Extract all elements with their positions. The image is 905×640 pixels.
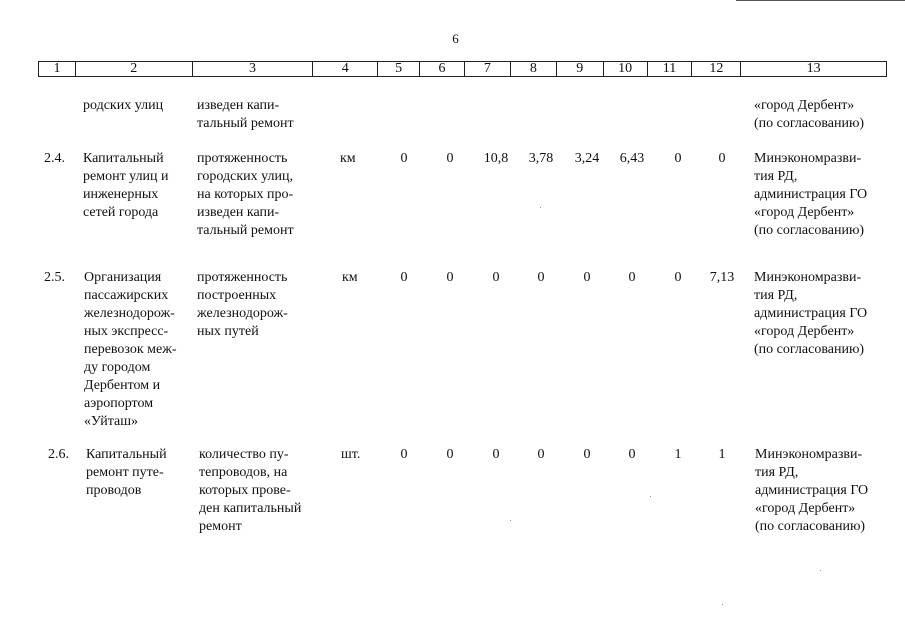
row-name-line: ных экспресс- bbox=[84, 324, 169, 339]
scan-speck bbox=[510, 520, 511, 521]
row-value: 0 bbox=[537, 447, 545, 462]
continued-name-line: родских улиц bbox=[83, 98, 164, 113]
header-col-9: 9 bbox=[556, 62, 603, 76]
row-indicator-line: тепроводов, на bbox=[199, 465, 288, 480]
row-responsible-line: «город Дербент» bbox=[754, 205, 855, 220]
row-responsible-line: администрация ГО bbox=[754, 306, 868, 321]
row-value: 1 bbox=[674, 447, 682, 462]
header-col-13: 13 bbox=[740, 62, 886, 76]
row-indicator-line: на которых про- bbox=[197, 187, 294, 202]
row-indicator-line: ремонт bbox=[199, 519, 242, 534]
row-indicator-line: ден капитальный bbox=[199, 501, 302, 516]
row-unit: км bbox=[342, 270, 358, 285]
row-name-line: пассажирских bbox=[84, 288, 169, 303]
row-value: 0 bbox=[674, 151, 682, 166]
row-indicator-line: количество пу- bbox=[199, 447, 289, 462]
scan-speck bbox=[722, 604, 723, 605]
table-header-row bbox=[38, 61, 887, 77]
continued-responsible-line: (по согласованию) bbox=[754, 116, 865, 131]
row-responsible-line: (по согласованию) bbox=[755, 519, 866, 534]
header-col-12: 12 bbox=[691, 62, 740, 76]
row-value: 7,13 bbox=[709, 270, 735, 285]
row-value: 3,24 bbox=[574, 151, 600, 166]
row-name-line: Капитальный bbox=[86, 447, 167, 462]
row-name-line: ремонт путе- bbox=[86, 465, 164, 480]
row-name-line: сетей города bbox=[83, 205, 159, 220]
row-name-line: Капитальный bbox=[83, 151, 164, 166]
scan-speck bbox=[820, 570, 821, 571]
row-value: 0 bbox=[400, 151, 408, 166]
row-responsible-line: (по согласованию) bbox=[754, 223, 865, 238]
continued-responsible-line: «город Дербент» bbox=[754, 98, 855, 113]
row-name-line: Дербентом и bbox=[84, 378, 161, 393]
row-value: 0 bbox=[583, 270, 591, 285]
header-col-2: 2 bbox=[75, 62, 192, 76]
row-indicator-line: железнодорож- bbox=[197, 306, 288, 321]
row-indicator-line: тальный ремонт bbox=[197, 223, 294, 238]
row-number: 2.6. bbox=[48, 447, 69, 462]
row-indicator-line: протяженность bbox=[197, 270, 288, 285]
row-value: 0 bbox=[492, 447, 500, 462]
header-col-4: 4 bbox=[312, 62, 377, 76]
row-responsible-line: тия РД, bbox=[755, 465, 799, 480]
row-responsible-line: тия РД, bbox=[754, 169, 798, 184]
row-indicator-line: ных путей bbox=[197, 324, 259, 339]
header-col-5: 5 bbox=[377, 62, 419, 76]
row-value: 0 bbox=[446, 151, 454, 166]
row-value: 0 bbox=[537, 270, 545, 285]
header-col-6: 6 bbox=[419, 62, 464, 76]
row-name-line: ремонт улиц и bbox=[83, 169, 169, 184]
row-value: 0 bbox=[492, 270, 500, 285]
row-value: 0 bbox=[718, 151, 726, 166]
row-responsible-line: Минэкономразви- bbox=[754, 151, 862, 166]
continued-indicator-line: изведен капи- bbox=[197, 98, 280, 113]
row-responsible-line: тия РД, bbox=[754, 288, 798, 303]
row-value: 0 bbox=[446, 447, 454, 462]
row-name-line: перевозок меж- bbox=[84, 342, 177, 357]
row-indicator-line: городских улиц, bbox=[197, 169, 293, 184]
page-number: 6 bbox=[452, 31, 459, 46]
header-col-3: 3 bbox=[192, 62, 313, 76]
row-value: 0 bbox=[400, 270, 408, 285]
row-value: 0 bbox=[583, 447, 591, 462]
row-value: 10,8 bbox=[483, 151, 509, 166]
row-value: 0 bbox=[400, 447, 408, 462]
row-unit: км bbox=[340, 151, 356, 166]
scan-speck bbox=[650, 496, 651, 497]
header-col-8: 8 bbox=[510, 62, 556, 76]
row-indicator-line: изведен капи- bbox=[197, 205, 280, 220]
row-value: 3,78 bbox=[528, 151, 554, 166]
top-edge-line bbox=[736, 0, 905, 1]
row-indicator-line: которых прове- bbox=[199, 483, 291, 498]
row-name-line: Организация bbox=[84, 270, 162, 285]
row-name-line: проводов bbox=[86, 483, 142, 498]
row-indicator-line: построенных bbox=[197, 288, 277, 303]
row-indicator-line: протяженность bbox=[197, 151, 288, 166]
row-responsible-line: администрация ГО bbox=[755, 483, 869, 498]
row-value: 1 bbox=[718, 447, 726, 462]
scan-speck bbox=[540, 207, 541, 208]
row-name-line: аэропортом bbox=[84, 396, 154, 411]
row-name-line: инженерных bbox=[83, 187, 159, 202]
row-responsible-line: администрация ГО bbox=[754, 187, 868, 202]
header-col-7: 7 bbox=[464, 62, 510, 76]
row-value: 0 bbox=[628, 270, 636, 285]
continued-indicator-line: тальный ремонт bbox=[197, 116, 294, 131]
row-value: 0 bbox=[446, 270, 454, 285]
row-unit: шт. bbox=[341, 447, 361, 462]
row-value: 0 bbox=[628, 447, 636, 462]
row-responsible-line: «город Дербент» bbox=[755, 501, 856, 516]
row-number: 2.5. bbox=[44, 270, 65, 285]
row-name-line: ду городом bbox=[84, 360, 151, 375]
row-number: 2.4. bbox=[44, 151, 65, 166]
header-col-1: 1 bbox=[53, 61, 61, 76]
row-responsible-line: Минэкономразви- bbox=[755, 447, 863, 462]
row-name-line: железнодорож- bbox=[84, 306, 175, 321]
header-col-11: 11 bbox=[647, 62, 692, 76]
row-name-line: «Уйташ» bbox=[84, 414, 138, 429]
row-value: 0 bbox=[674, 270, 682, 285]
row-responsible-line: (по согласованию) bbox=[754, 342, 865, 357]
row-responsible-line: Минэкономразви- bbox=[754, 270, 862, 285]
header-col-10: 10 bbox=[603, 62, 647, 76]
row-responsible-line: «город Дербент» bbox=[754, 324, 855, 339]
row-value: 6,43 bbox=[619, 151, 645, 166]
